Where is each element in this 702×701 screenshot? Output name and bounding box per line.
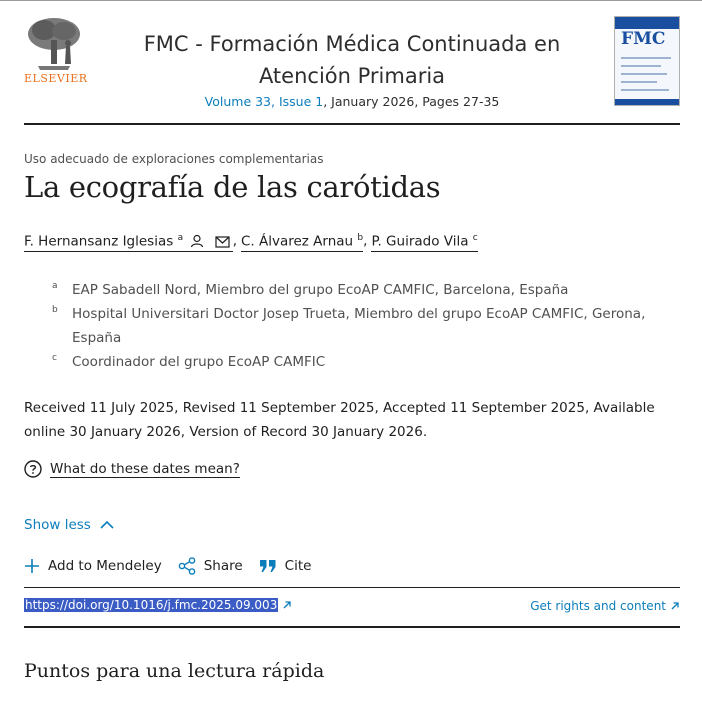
external-link-icon [670,601,680,611]
quote-icon [259,559,277,573]
volume-issue-link[interactable]: Volume 33, Issue 1 [204,94,324,109]
dates-help-link[interactable]: What do these dates mean? [24,460,240,478]
elsevier-tree-icon [24,16,84,72]
issue-details: , January 2026, Pages 27-35 [323,94,500,109]
share-button[interactable]: Share [178,557,243,575]
plus-icon [24,558,40,574]
journal-title[interactable]: FMC - Formación Médica Continuada en Atención Primaria [143,32,561,88]
article-title: La ecografía de las carótidas [24,170,441,204]
article-history-dates: Received 11 July 2025, Revised 11 September 2025, Accepted 11 September 2025, Available online 30 January 2026, Version of Record 30 January 2026. [24,400,655,440]
affiliation-item: a EAP Sabadell Nord, Miembro del grupo EcoAP CAMFIC, Barcelona, España [52,281,569,298]
doi-top-divider [24,587,680,588]
chevron-up-icon [99,519,115,531]
elsevier-logo[interactable] [24,16,88,86]
envelope-icon [215,236,230,248]
person-icon [190,234,204,248]
doi-bottom-divider [24,626,680,628]
show-less-button[interactable]: Show less [24,517,115,533]
get-rights-link[interactable]: Get rights and content [530,599,680,613]
help-circle-icon [24,460,42,478]
journal-header [24,14,680,124]
author-link[interactable]: F. Hernansanz Iglesias $^a$ [24,233,233,252]
header-divider [24,123,680,125]
issue-info [124,94,580,109]
add-to-mendeley-button[interactable]: Add to Mendeley [24,558,162,574]
affiliation-item: c Coordinador del grupo EcoAP CAMFIC [52,353,326,370]
affiliation-list [52,278,662,374]
doi-link[interactable]: https://doi.org/10.1016/j.fmc.2025.09.003 [24,598,292,612]
journal-cover-image[interactable] [614,16,680,106]
author-list: F. Hernansanz Iglesias $^a$ , C. Álvarez Arnau $^b$ , P. Guirado Vila $^c$ [24,233,478,250]
section-heading: Puntos para una lectura rápida [24,660,325,682]
author-link[interactable]: P. Guirado Vila $^c$ [371,233,478,250]
affiliation-item: b Hospital Universitari Doctor Josep Trueta, Miembro del grupo EcoAP CAMFIC, Gerona, España [52,305,646,346]
author-link[interactable]: C. Álvarez Arnau $^b$ [240,233,364,250]
article-actions-toolbar [24,557,327,575]
elsevier-wordmark: ELSEVIER [24,72,88,85]
cover-title: FMC [621,29,666,49]
article-category: Uso adecuado de exploraciones complementarias [24,152,324,166]
top-border [0,0,702,1]
external-link-icon [282,600,292,610]
share-icon [178,557,196,575]
cite-button[interactable]: Cite [259,558,312,574]
